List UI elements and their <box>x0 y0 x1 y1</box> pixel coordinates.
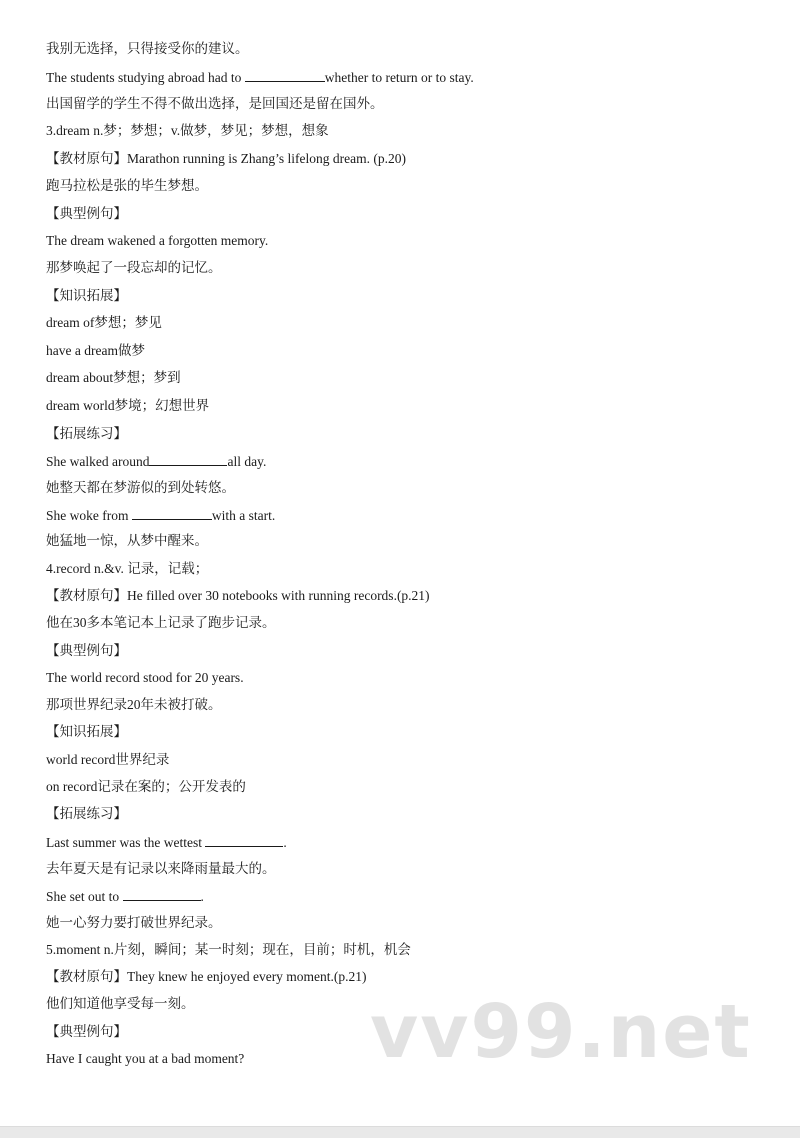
exercise-text: Last summer was the wettest <box>46 835 206 850</box>
exercise-text: . <box>283 835 287 850</box>
text-line: 【教材原句】He filled over 30 notebooks with running records.(p.21) <box>46 588 430 603</box>
exercise-text: all day. <box>227 454 267 469</box>
exercise-text: . <box>200 889 204 904</box>
text-line: 那项世界纪录20年未被打破。 <box>46 697 222 712</box>
exercise-line <box>46 887 204 906</box>
text-line: 出国留学的学生不得不做出选择，是回国还是留在国外。 <box>46 96 384 111</box>
exercise-text: whether to return or to stay. <box>324 70 474 85</box>
page-bottom-edge <box>0 1126 800 1138</box>
watermark: vv99.net <box>370 989 752 1075</box>
text-line: 跑马拉松是张的毕生梦想。 <box>46 178 208 193</box>
text-line: dream world梦境；幻想世界 <box>46 398 210 413</box>
exercise-text: She woke from <box>46 508 132 523</box>
text-line: 那梦唤起了一段忘却的记忆。 <box>46 260 222 275</box>
text-line: Have I caught you at a bad moment? <box>46 1051 245 1066</box>
text-line: 我别无选择，只得接受你的建议。 <box>46 41 249 56</box>
text-line: 她整天都在梦游似的到处转悠。 <box>46 480 235 495</box>
text-line: on record记录在案的；公开发表的 <box>46 779 246 794</box>
text-line: have a dream做梦 <box>46 343 145 358</box>
exercise-line <box>46 68 474 87</box>
section-label: 【拓展练习】 <box>46 806 127 821</box>
text-line: 她猛地一惊，从梦中醒来。 <box>46 533 208 548</box>
section-label: 【典型例句】 <box>46 1024 127 1039</box>
exercise-text: with a start. <box>211 508 276 523</box>
text-line: dream of梦想；梦见 <box>46 315 162 330</box>
exercise-line <box>46 833 287 852</box>
text-line: The dream wakened a forgotten memory. <box>46 233 269 248</box>
fill-in-blank[interactable] <box>123 887 201 901</box>
text-line: dream about梦想；梦到 <box>46 370 181 385</box>
text-line: 他在30多本笔记本上记录了跑步记录。 <box>46 615 276 630</box>
fill-in-blank[interactable] <box>245 68 325 82</box>
section-label: 【典型例句】 <box>46 206 127 221</box>
section-label: 【知识拓展】 <box>46 724 127 739</box>
word-heading: 4.record n.&v. 记录，记载； <box>46 561 209 576</box>
fill-in-blank[interactable] <box>205 833 283 847</box>
fill-in-blank[interactable] <box>132 506 212 520</box>
word-heading: 3.dream n.梦；梦想；v.做梦，梦见；梦想，想象 <box>46 123 329 138</box>
text-line: 【教材原句】They knew he enjoyed every moment.(p.21) <box>46 969 367 984</box>
fill-in-blank[interactable] <box>149 452 227 466</box>
exercise-line <box>46 506 275 525</box>
section-label: 【典型例句】 <box>46 643 127 658</box>
text-line: 他们知道他享受每一刻。 <box>46 996 195 1011</box>
text-line: The world record stood for 20 years. <box>46 670 244 685</box>
text-line: 去年夏天是有记录以来降雨量最大的。 <box>46 861 276 876</box>
exercise-text: The students studying abroad had to <box>46 70 245 85</box>
section-label: 【拓展练习】 <box>46 426 127 441</box>
section-label: 【知识拓展】 <box>46 288 127 303</box>
text-line: 她一心努力要打破世界纪录。 <box>46 915 222 930</box>
exercise-line <box>46 452 266 471</box>
text-line: world record世界纪录 <box>46 752 170 767</box>
text-line: 【教材原句】Marathon running is Zhang’s lifelong dream. (p.20) <box>46 151 406 166</box>
exercise-text: She walked around <box>46 454 150 469</box>
exercise-text: She set out to <box>46 889 123 904</box>
word-heading: 5.moment n.片刻，瞬间；某一时刻；现在，目前；时机，机会 <box>46 942 411 957</box>
